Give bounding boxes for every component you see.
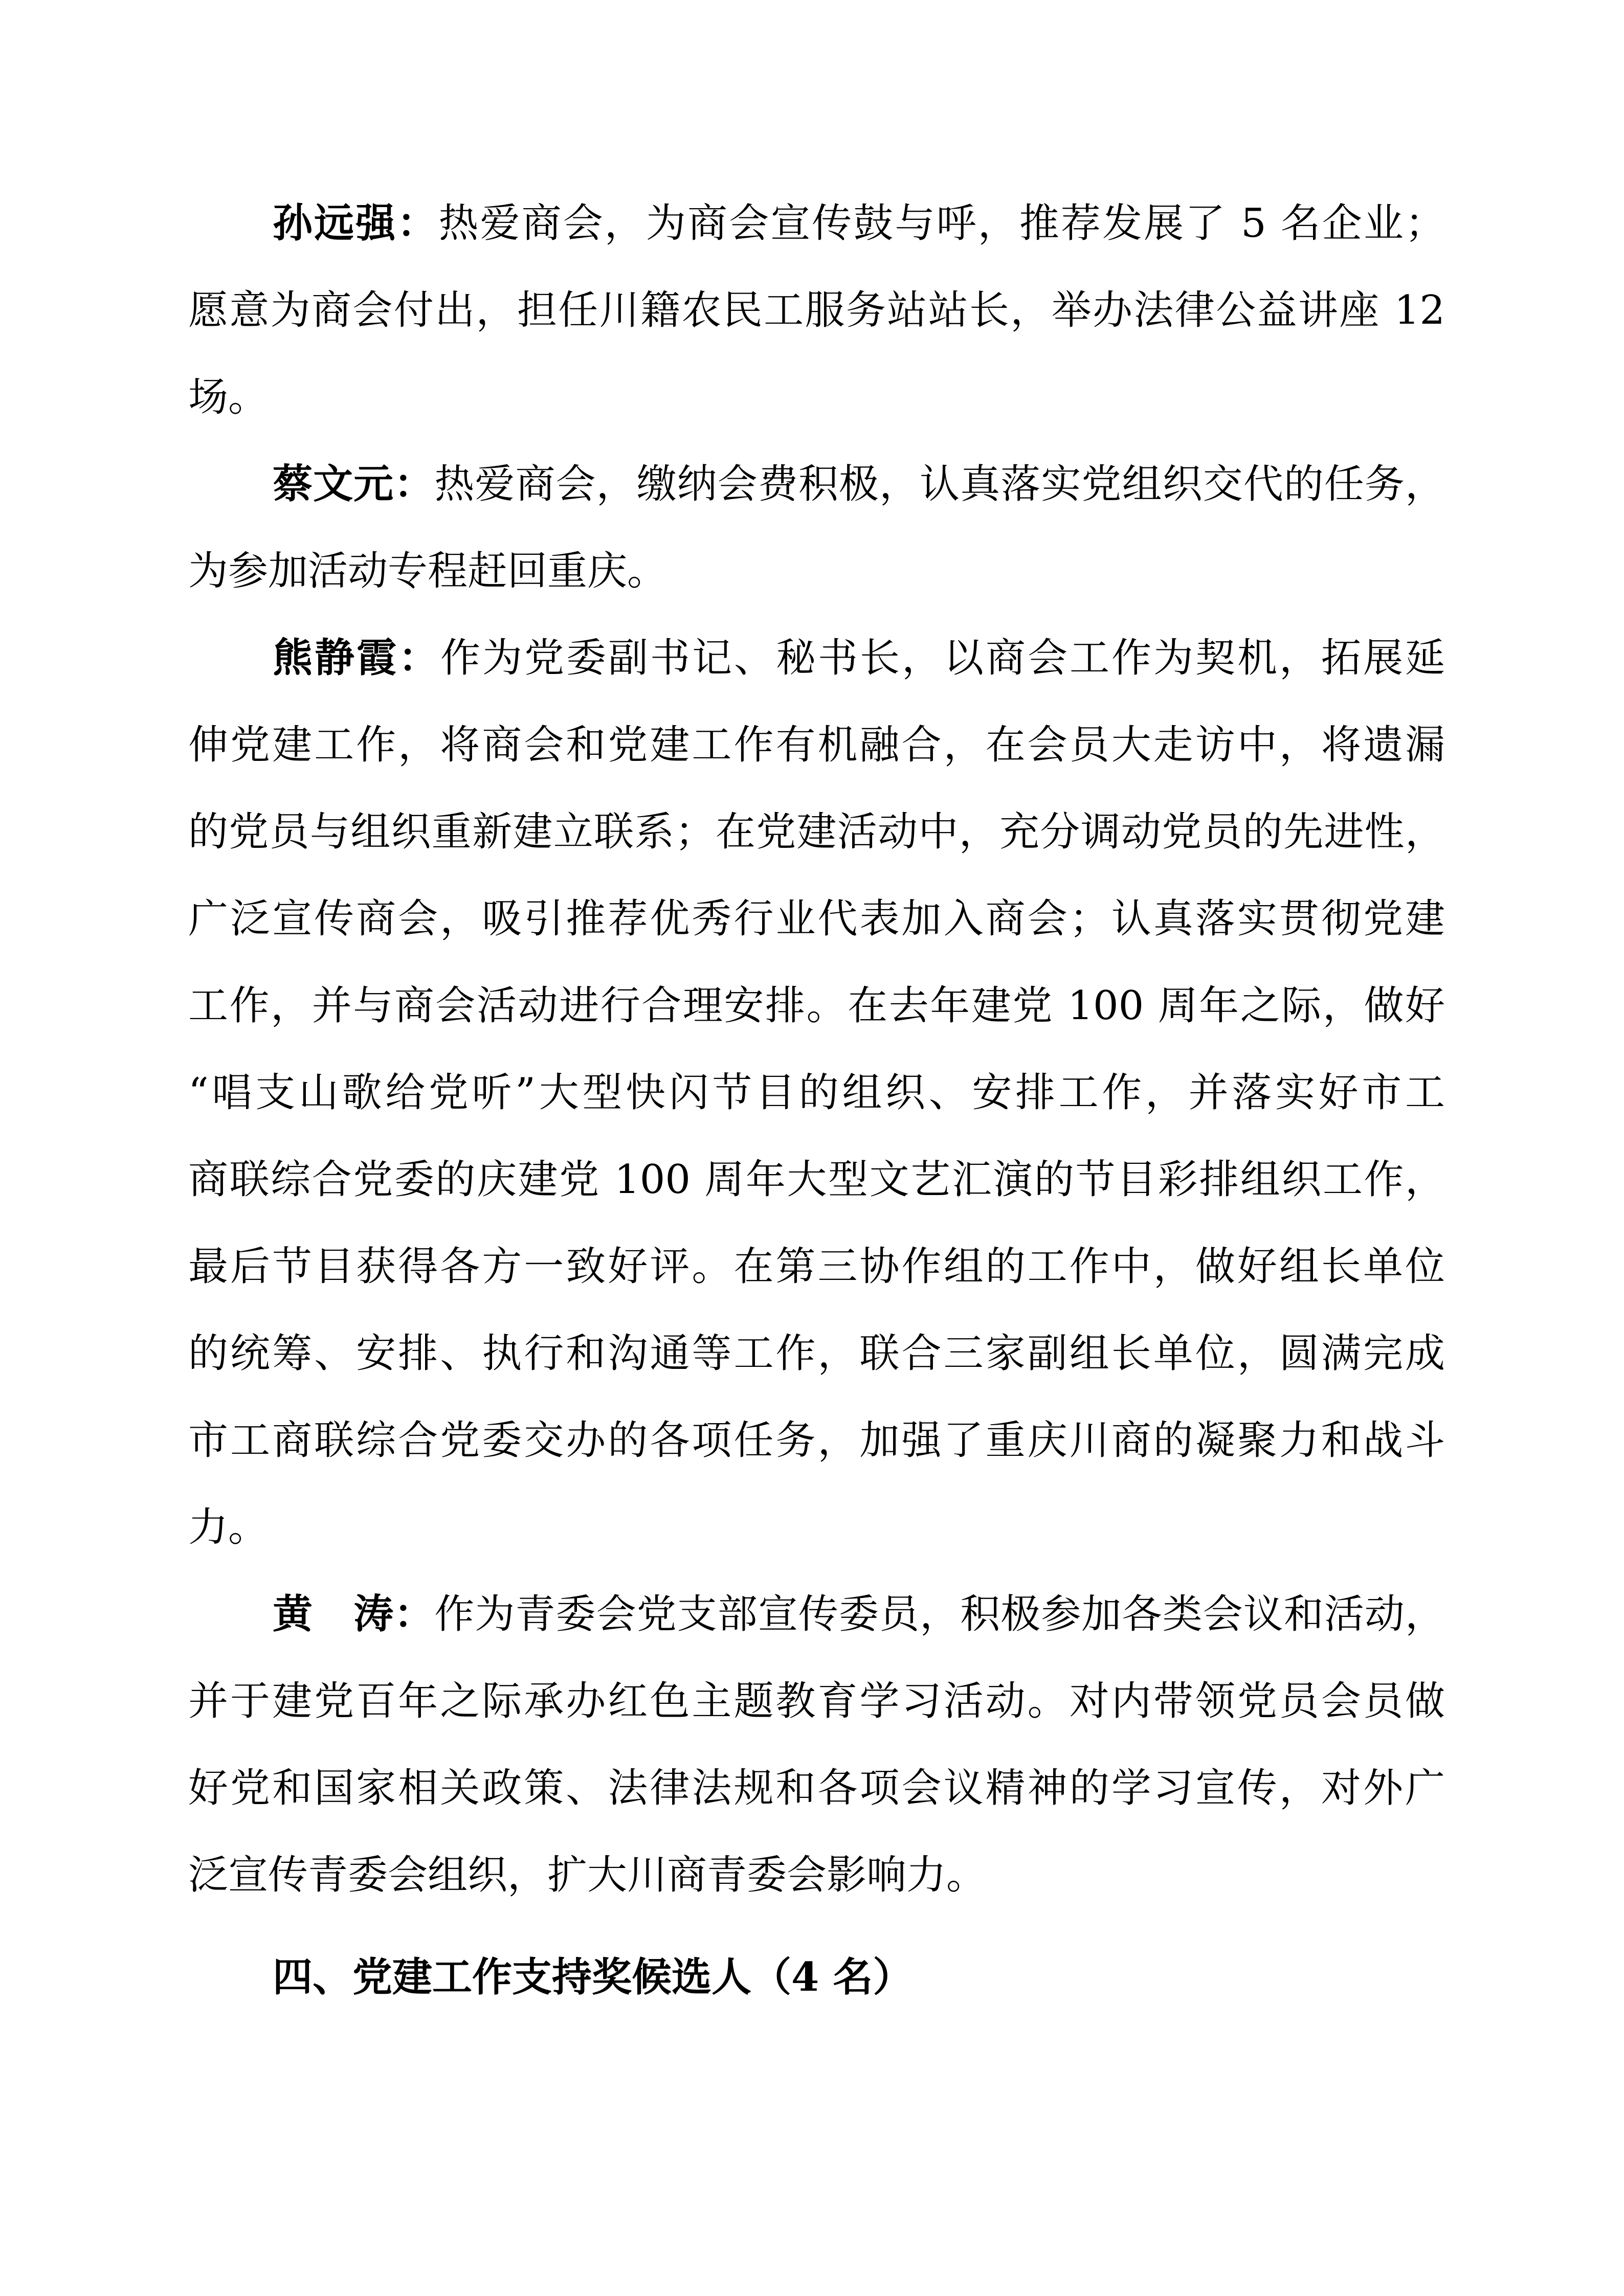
section-heading-paragraph bbox=[188, 1934, 1445, 2021]
text-line: 场。 bbox=[188, 374, 269, 420]
line-text: 作为党委副书记、秘书长，以商会工作为契机，拓展延 bbox=[440, 635, 1445, 681]
text-line: 好党和国家相关政策、法律法规和各项会议精神的学习宣传，对外广 bbox=[188, 1765, 1445, 1811]
text-line: 工作，并与商会活动进行合理安排。在去年建党 100 周年之际，做好 bbox=[188, 983, 1445, 1029]
line-text: 热爱商会，为商会宣传鼓与呼，推荐发展了 5 名企业； bbox=[438, 200, 1445, 246]
text-line: 市工商联综合党委交办的各项任务，加强了重庆川商的凝聚力和战斗 bbox=[188, 1417, 1445, 1464]
paragraph-sun-yuanqiang bbox=[188, 180, 1445, 441]
paragraph-huang-tao bbox=[188, 1571, 1445, 1919]
document-body-text bbox=[188, 180, 1445, 2021]
text-line: 并于建党百年之际承办红色主题教育学习活动。对内带领党员会员做 bbox=[188, 1678, 1445, 1724]
candidate-name: 黄 涛： bbox=[273, 1591, 435, 1637]
text-line: 商联综合党委的庆建党 100 周年大型文艺汇演的节目彩排组织工作， bbox=[188, 1157, 1445, 1203]
candidate-name: 蔡文元： bbox=[273, 461, 435, 507]
paragraph-cai-wenyuan bbox=[188, 441, 1445, 615]
text-line: 伸党建工作，将商会和党建工作有机融合，在会员大走访中，将遗漏 bbox=[188, 722, 1445, 768]
text-line: 为参加活动专程赶回重庆。 bbox=[188, 548, 668, 594]
line-text: 热爱商会，缴纳会费积极，认真落实党组织交代的任务， bbox=[434, 461, 1445, 507]
candidate-name: 熊静霞： bbox=[273, 635, 440, 681]
text-line bbox=[188, 180, 1445, 267]
text-line: 力。 bbox=[188, 1504, 269, 1550]
text-line bbox=[188, 441, 1445, 528]
line-text: 作为青委会党支部宣传委员，积极参加各类会议和活动， bbox=[434, 1591, 1445, 1637]
text-line: 的党员与组织重新建立联系；在党建活动中，充分调动党员的先进性， bbox=[188, 809, 1445, 855]
text-line: “唱支山歌给党听”大型快闪节目的组织、安排工作，并落实好市工 bbox=[188, 1070, 1445, 1116]
text-line: 泛宣传青委会组织，扩大川商青委会影响力。 bbox=[188, 1852, 987, 1898]
text-line bbox=[188, 1571, 1445, 1658]
text-line: 最后节目获得各方一致好评。在第三协作组的工作中，做好组长单位 bbox=[188, 1244, 1445, 1290]
candidate-name: 孙远强： bbox=[273, 200, 439, 246]
text-line bbox=[188, 615, 1445, 702]
paragraph-xiong-jingxia bbox=[188, 615, 1445, 1571]
text-line: 广泛宣传商会，吸引推荐优秀行业代表加入商会；认真落实贯彻党建 bbox=[188, 896, 1445, 942]
text-line: 愿意为商会付出，担任川籍农民工服务站站长，举办法律公益讲座 12 bbox=[188, 287, 1445, 333]
section-heading: 四、党建工作支持奖候选人（4 名） bbox=[273, 1954, 913, 2000]
text-line: 的统筹、安排、执行和沟通等工作，联合三家副组长单位，圆满完成 bbox=[188, 1331, 1445, 1377]
